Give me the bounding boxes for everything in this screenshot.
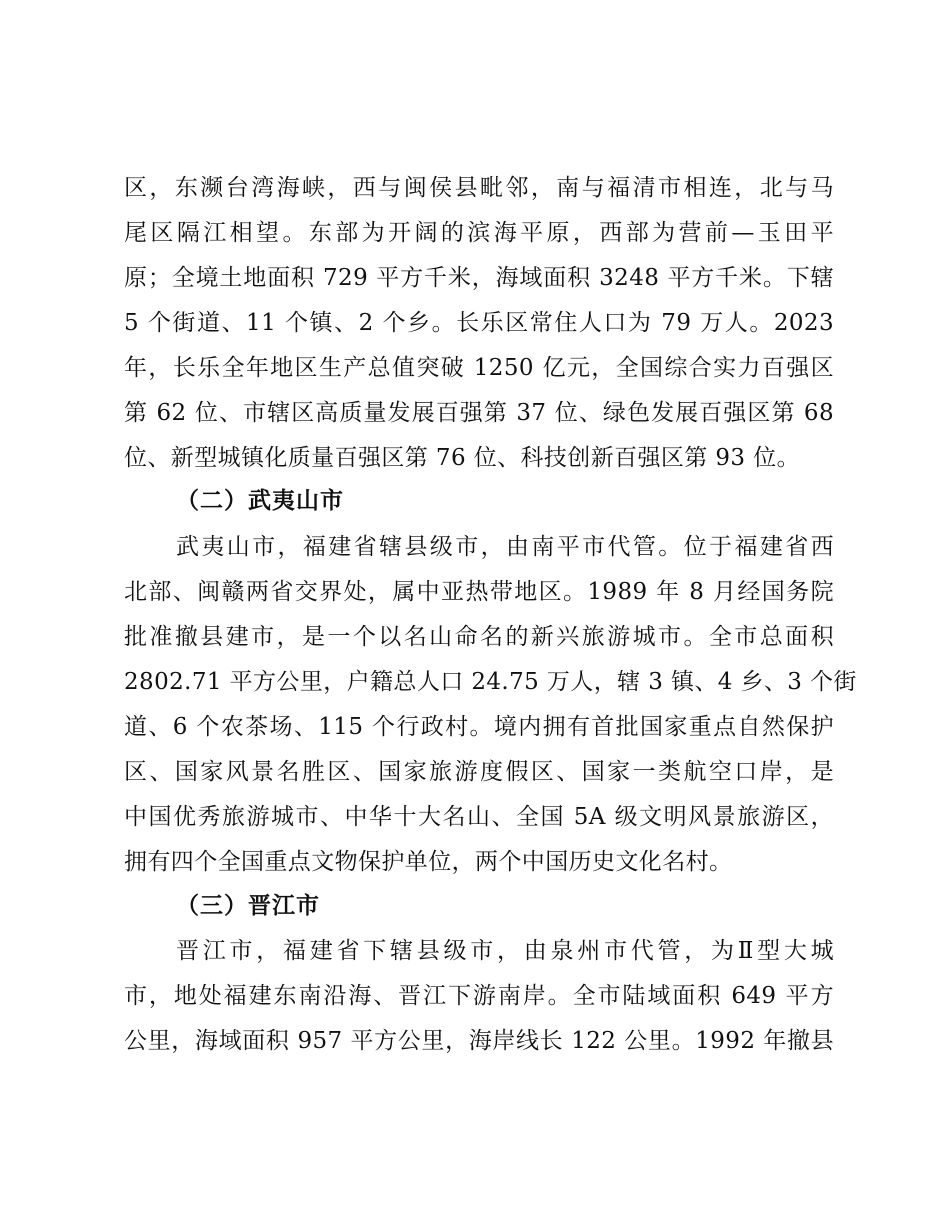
paragraph-line: 拥有四个全国重点文物保护单位，两个中国历史文化名村。 <box>124 849 733 875</box>
section-heading-jinjiang: （三）晋江市 <box>176 893 320 919</box>
paragraph-line: 2802.71 平方公里，户籍总人口 24.75 万人，辖 3 镇、4 乡、3 个街 <box>124 669 857 695</box>
paragraph-line: 武夷山市，福建省辖县级市，由南平市代管。位于福建省西 <box>176 534 834 560</box>
paragraph-line: 区，东濒台湾海峡，西与闽侯县毗邻，南与福清市相连，北与马 <box>124 175 834 201</box>
paragraph-line: 5 个街道、11 个镇、2 个乡。长乐区常住人口为 79 万人。2023 <box>124 310 834 336</box>
paragraph-line: 公里，海域面积 957 平方公里，海岸线长 122 公里。1992 年撤县 <box>124 1028 834 1054</box>
paragraph-line: 北部、闽赣两省交界处，属中亚热带地区。1989 年 8 月经国务院 <box>124 579 834 605</box>
paragraph-line: 第 62 位、市辖区高质量发展百强第 37 位、绿色发展百强区第 68 <box>124 400 834 426</box>
paragraph-line: 批准撤县建市，是一个以名山命名的新兴旅游城市。全市总面积 <box>124 624 834 650</box>
paragraph-line: 原；全境土地面积 729 平方千米，海域面积 3248 平方千米。下辖 <box>124 265 834 291</box>
paragraph-line: 中国优秀旅游城市、中华十大名山、全国 5A 级文明风景旅游区， <box>124 804 834 830</box>
section-heading-wuyishan: （二）武夷山市 <box>176 488 344 514</box>
paragraph-line: 尾区隔江相望。东部为开阔的滨海平原，西部为营前—玉田平 <box>124 220 834 246</box>
paragraph-line: 区、国家风景名胜区、国家旅游度假区、国家一类航空口岸，是 <box>124 759 834 785</box>
paragraph-line: 道、6 个农茶场、115 个行政村。境内拥有首批国家重点自然保护 <box>124 714 834 740</box>
paragraph-line: 晋江市，福建省下辖县级市，由泉州市代管，为Ⅱ型大城 <box>176 938 834 964</box>
paragraph-line: 年，长乐全年地区生产总值突破 1250 亿元，全国综合实力百强区 <box>124 355 834 381</box>
paragraph-line: 市，地处福建东南沿海、晋江下游南岸。全市陆域面积 649 平方 <box>124 983 834 1009</box>
paragraph-line: 位、新型城镇化质量百强区第 76 位、科技创新百强区第 93 位。 <box>124 445 800 471</box>
